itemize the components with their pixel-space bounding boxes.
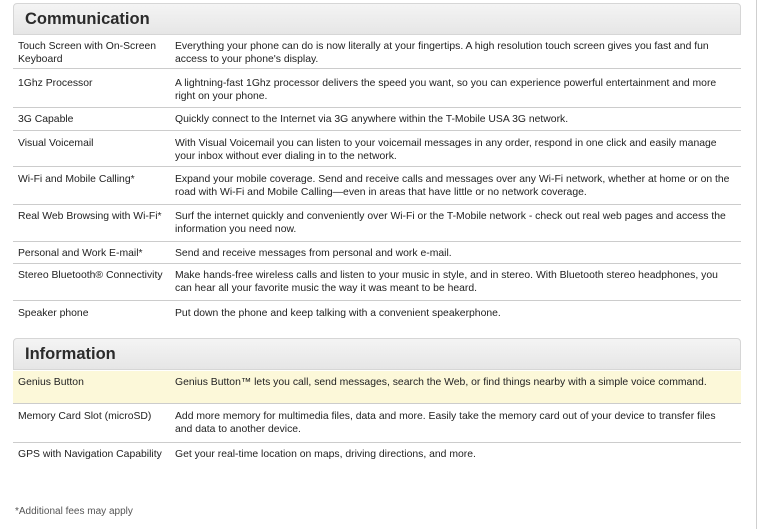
table-row	[13, 108, 741, 131]
feature-description: Make hands-free wireless calls and listen to your music in style, and in stereo. With Bluetooth stereo headphones, you can hear all your favorite music the way it was meant to be heard.	[175, 270, 718, 294]
table-row	[13, 205, 741, 242]
feature-name: Stereo Bluetooth® Connectivity	[18, 270, 163, 281]
feature-name: Touch Screen with On-Screen Keyboard	[18, 41, 157, 65]
table-row	[13, 264, 741, 301]
section-title: Information	[25, 345, 116, 363]
feature-description: Everything your phone can do is now literally at your fingertips. A high resolution touch screen gives you fast and fun access to your phone's display.	[175, 41, 709, 65]
table-row	[13, 301, 741, 327]
feature-description: Expand your mobile coverage. Send and receive calls and messages over any Wi-Fi network, whether at home or on the road with Wi-Fi and Mobile Calling—even in areas that have little or no network coverage.	[175, 174, 730, 198]
feature-name: Memory Card Slot (microSD)	[18, 411, 152, 422]
table-row	[13, 131, 741, 167]
feature-description: Surf the internet quickly and conveniently over Wi-Fi or the T-Mobile network - check out real web pages and access the information you need now.	[175, 211, 726, 235]
feature-name: GPS with Navigation Capability	[18, 449, 162, 460]
table-row	[13, 242, 741, 264]
feature-description: Get your real-time location on maps, driving directions, and more.	[175, 449, 476, 460]
section-header	[13, 3, 741, 35]
table-row	[13, 167, 741, 205]
table-row	[13, 371, 741, 404]
feature-name: 1Ghz Processor	[18, 78, 93, 89]
section-information	[13, 338, 741, 460]
footnote: *Additional fees may apply	[15, 506, 133, 517]
section-communication	[13, 3, 741, 319]
feature-name: Personal and Work E-mail*	[18, 248, 143, 259]
feature-description: Put down the phone and keep talking with a convenient speakerphone.	[175, 308, 501, 319]
table-row	[13, 36, 741, 69]
feature-name: Wi-Fi and Mobile Calling*	[18, 174, 135, 185]
section-title: Communication	[25, 10, 150, 28]
feature-description: With Visual Voicemail you can listen to your voicemail messages in any order, respond in one click and easily manage your inbox without ever dialing in to the network.	[175, 138, 717, 162]
section-header	[13, 338, 741, 370]
feature-name: 3G Capable	[18, 114, 74, 125]
feature-name: Speaker phone	[18, 308, 89, 319]
feature-name: Real Web Browsing with Wi-Fi*	[18, 211, 162, 222]
feature-description: Genius Button™ lets you call, send messages, search the Web, or find things nearby with a simple voice command.	[175, 377, 707, 388]
feature-description: Add more memory for multimedia files, data and more. Easily take the memory card out of your device to transfer files and data to another device.	[175, 411, 716, 435]
feature-description: Send and receive messages from personal and work e-mail.	[175, 248, 452, 259]
feature-description: Quickly connect to the Internet via 3G anywhere within the T-Mobile USA 3G network.	[175, 114, 569, 125]
feature-name: Genius Button	[18, 377, 84, 388]
table-row	[13, 443, 741, 483]
table-row	[13, 69, 741, 108]
feature-name: Visual Voicemail	[18, 138, 94, 149]
feature-description: A lightning-fast 1Ghz processor delivers the speed you want, so you can experience powerful entertainment and more right on your phone.	[175, 78, 717, 102]
table-row	[13, 404, 741, 443]
